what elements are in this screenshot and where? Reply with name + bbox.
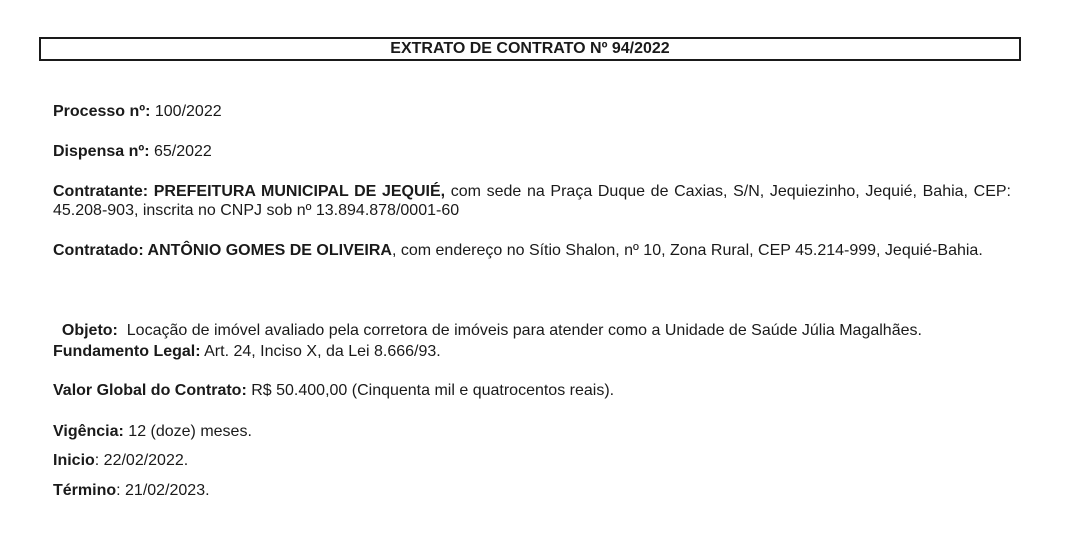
objeto-line — [53, 302, 1013, 340]
contratante-paragraph — [53, 182, 1011, 220]
inicio-line — [53, 451, 1013, 470]
processo-line — [53, 102, 1013, 121]
processo-label: Processo nº: — [53, 103, 151, 120]
dispensa-label: Dispensa nº: — [53, 143, 150, 160]
termino-label: Término — [53, 482, 117, 499]
contratante-name: PREFEITURA MUNICIPAL DE JEQUIÉ, — [148, 183, 446, 200]
vigencia-value: 12 (doze) meses. — [123, 423, 252, 440]
contratado-text: , com endereço no Sítio Shalon, nº 10, Zona Rural, CEP 45.214-999, Jequié-Bahia. — [391, 242, 983, 259]
contract-title: EXTRATO DE CONTRATO Nº 94/2022 — [39, 37, 1021, 61]
inicio-label: Inicio — [53, 452, 95, 469]
vigencia-label: Vigência: — [53, 423, 124, 440]
fundamento-line — [53, 342, 1013, 361]
dispensa-value: 65/2022 — [149, 143, 212, 160]
contratante-label: Contratante: — [53, 183, 149, 200]
valor-value: R$ 50.400,00 (Cinquenta mil e quatrocentos reais). — [246, 382, 615, 399]
dispensa-line — [53, 142, 1013, 161]
fundamento-label: Fundamento Legal: — [53, 343, 201, 360]
objeto-label: Objeto: — [61, 322, 118, 339]
fundamento-value: Art. 24, Inciso X, da Lei 8.666/93. — [200, 343, 441, 360]
contratante-text: com sede na Praça Duque de Caxias, S/N, Jequiezinho, Jequié, Bahia, CEP: 45.208-903, inscrita no CNPJ sob nº 13.894.878/0001-60 — [53, 183, 1011, 219]
objeto-value: Locação de imóvel avaliado pela corretora de imóveis para atender como a Unidade de Saúde Júlia Magalhães. — [117, 322, 922, 339]
termino-value: : 21/02/2023. — [116, 482, 210, 499]
contratado-name: ANTÔNIO GOMES DE OLIVEIRA — [143, 242, 392, 259]
processo-value: 100/2022 — [150, 103, 222, 120]
valor-line — [53, 381, 1013, 400]
contratado-label: Contratado: — [53, 242, 144, 259]
inicio-value: : 22/02/2022. — [94, 452, 189, 469]
termino-line — [53, 481, 1013, 500]
contratado-paragraph — [53, 241, 1011, 260]
valor-label: Valor Global do Contrato: — [53, 382, 247, 399]
vigencia-line — [53, 422, 1013, 441]
